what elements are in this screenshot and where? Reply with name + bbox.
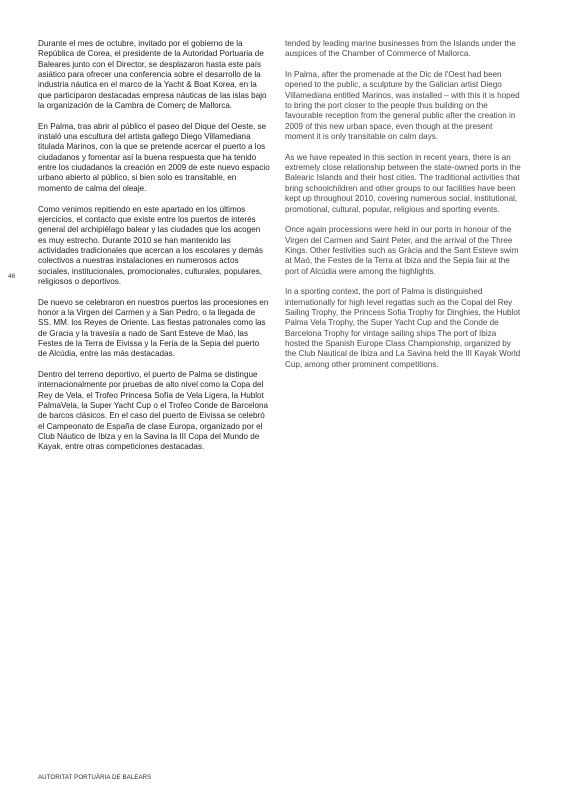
- footer-publisher: AUTORITAT PORTUÀRIA DE BALEARS: [38, 774, 152, 781]
- spanish-text-column: [38, 39, 270, 463]
- page-number: 46: [8, 273, 16, 280]
- paragraph-festivities: De nuevo se celebraron en nuestros puertos las procesiones en honor a la Virgen del Carmen y a San Pedro, o la llegada de SS. MM. los Reyes de Oriente. Las fiestas patronales como las de Gracia y la travesía a nado de Sant Esteve de Maó, las Festes de la Terra de Eivissa y la Feria de la Sepia del puerto de Alcúdia, entre las más destacadas.: [38, 297, 269, 359]
- paragraph-port-city-relations-en: As we have repeated in this section in recent years, there is an extremely close relationship between the state-owned ports in the Balearic Islands and their host cities. The traditional activities that bring schoolchildren and other groups to our facilities have been kept up throughout 2010, covering numerous social, institutional, promotional, cultural, popular, religious and sporting events.: [285, 152, 521, 214]
- paragraph-sporting-events: Dentro del terreno deportivo, el puerto de Palma se distingue internacionalmente por pruebas de alto nivel como la Copa del Rey de Vela, el Trofeo Princesa Sofía de Vela Ligera, la Hublot PalmaVela, la Super Yacht Cup o el Trofeo Conde de Barcelona de barcos clásicos. En el caso del puerto de Eivissa se celebró el Campeonato de España de clase Europa, organizado por el Club Náutico de Ibiza y en la Savina la III Copa del Mundo de Kayak, entre otras competiciones destacadas.: [38, 370, 269, 452]
- paragraph-korea-conference-en: tended by leading marine businesses from the Islands under the auspices of the Chamber of Commerce of Mallorca.: [285, 39, 516, 59]
- paragraph-festivities-en: Once again processions were held in our ports in honour of the Virgen del Carmen and Saint Peter, and the arrival of the Three Kings. Other festivities such as Gràcia and the Sant Esteve swim at Maó, the Festes de la Terra at Ibiza and the Sepia fair at the port of Alcúdia were among the highlights.: [285, 225, 519, 276]
- paragraph-sporting-events-en: In a sporting context, the port of Palma is distinguished internationally for high level regattas such as the Copal del Rey Sailing Trophy, the Princess Sofia Trophy for Dinghies, the Hublot Palma Vela Trophy, the Super Yacht Cup and the Conde de Barcelona Trophy for vintage sailing ships The port of Ibiza hosted the Spanish Europe Class Championship, organized by the Club Nautical de Ibiza and La Savina held the III Kayak World Cup, among other prominent competitions.: [285, 287, 521, 369]
- paragraph-port-city-relations: Como venimos repitiendo en este apartado en los últimos ejercicios, el contacto que existe entre los puertos de interés general del archipiélago balear y las ciudades que los acogen es muy estrecho. Durante 2010 se han mantenido las actividades tradicionales que acercan a los escolares y demás colectivos a nuestras instalaciones en numerosos actos sociales, institucionales, promocionales, culturales, populares, religiosos o deportivos.: [38, 204, 263, 286]
- paragraph-marinos-sculpture-en: In Palma, after the promenade at the Dic de l'Oest had been opened to the public, a sculpture by the Galician artist Diego Villamediana entitled Marinos, was installed – with this it is hoped to bring the port closer to the people thus building on the favourable reception from the general public after the creation in 2009 of this new urban space, even though at the present moment it is only transitable on calm days.: [285, 70, 520, 142]
- paragraph-marinos-sculpture: En Palma, tras abrir al público el paseo del Dique del Oeste, se instaló una escultura del artista gallego Diego Villamediana titulada Marinos, con la que se pretende acercar el puerto a los ciudadanos y fomentar así la buena respuesta que ha tenido entre los ciudadanos la creación en 2009 de este nuevo espacio urbano abierto al público, si bien solo es transitable, en momento de calma del oleaje.: [38, 121, 270, 193]
- english-text-column: [285, 39, 521, 380]
- paragraph-korea-conference: Durante el mes de octubre, invitado por el gobierno de la República de Corea, el presidente de la Autoridad Portuaria de Baleares junto con el Director, se desplazaron hasta este país asiático para ofrecer una conferencia sobre el desarrollo de la industria náutica en el marco de la Yacht & Boat Korea, en la que participaron destacadas empresa náuticas de las islas bajo la organización de la Cambra de Comerç de Mallorca.: [38, 39, 267, 111]
